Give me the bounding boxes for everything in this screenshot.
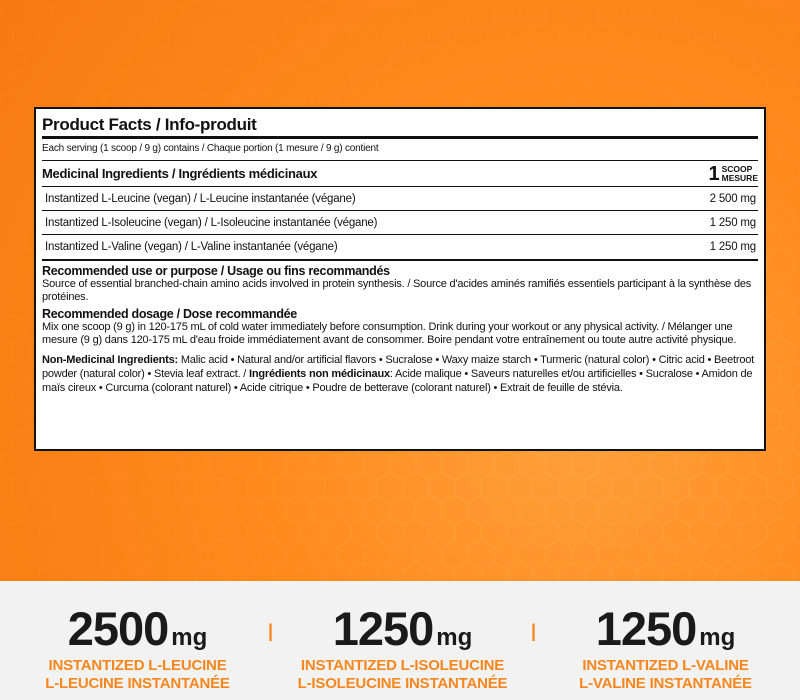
stat-caption-en: INSTANTIZED L-VALINE <box>582 657 749 674</box>
stat-unit: mg <box>699 624 736 651</box>
stat-caption-en: INSTANTIZED L-LEUCINE <box>48 657 227 674</box>
stat-leucine <box>20 601 255 692</box>
ingredient-amount: 1 250 mg <box>709 216 756 229</box>
stat-number: 2500 <box>67 602 169 655</box>
use-text: Source of essential branched-chain amino acids involved in protein synthesis. / Source d'acides aminés ramifiés essentiels participant à la synthèse des protéines. <box>42 278 752 303</box>
nonmed-text-fr: : Acide malique • Saveurs naturelles et/ou artificielles • Sucralose • Amidon de maïs cireux • Curcuma (colorant naturel) • Acide citrique • Poudre de betterave (colorant naturel) • Extrait de feuille de stévia. <box>42 368 753 394</box>
scoop-count: 1 <box>708 162 720 185</box>
ingredient-name: Instantized L-Leucine (vegan) / L-Leucine instantanée (végane) <box>45 192 356 205</box>
serving-column-header <box>709 164 759 184</box>
stat-number: 1250 <box>595 602 697 655</box>
label-title: Product Facts / Info-produit <box>42 109 758 139</box>
ingredient-amount: 2 500 mg <box>709 192 756 205</box>
ingredient-name: Instantized L-Valine (vegan) / L-Valine instantanée (végane) <box>45 241 338 253</box>
scoop-word-fr: MESURE <box>721 172 758 183</box>
stat-valine <box>548 601 783 692</box>
stat-number: 1250 <box>332 602 434 655</box>
ingredient-row <box>42 235 758 259</box>
ingredient-row <box>42 211 758 235</box>
nonmed-heading-en: Non-Medicinal Ingredients: <box>42 354 178 366</box>
stat-caption-fr: L-VALINE INSTANTANÉE <box>579 675 752 692</box>
product-facts-label <box>34 107 766 451</box>
nonmed-text-en: Malic acid • Natural and/or artificial flavors • Sucralose • Waxy maize starch • Turmeric (natural color) • Citric acid • Beetroot powder (natural color) • Stevia leaf extract. / <box>42 354 755 380</box>
scoop-word-en: SCOOP <box>721 163 753 174</box>
serving-info: Each serving (1 scoop / 9 g) contains / Chaque portion (1 mesure / 9 g) contient <box>42 139 758 161</box>
stat-separator: | <box>531 621 537 641</box>
nonmed-heading-fr: Ingrédients non médicinaux <box>249 368 390 380</box>
ingredient-table <box>42 187 758 261</box>
medicinal-heading: Medicinal Ingredients / Ingrédients médicinaux <box>42 166 318 181</box>
stat-separator: | <box>268 621 274 641</box>
non-medicinal-ingredients <box>42 353 758 395</box>
stat-caption-fr: L-ISOLEUCINE INSTANTANÉE <box>297 675 508 692</box>
dosage-heading: Recommended dosage / Dose recommandée <box>42 307 297 321</box>
medicinal-header <box>42 161 758 187</box>
stats-bar <box>0 581 800 700</box>
ingredient-amount: 1 250 mg <box>709 241 756 253</box>
ingredient-name: Instantized L-Isoleucine (vegan) / L-Isoleucine instantanée (végane) <box>45 216 378 229</box>
stat-isoleucine <box>285 601 520 692</box>
ingredient-row <box>42 187 758 211</box>
stat-caption-en: INSTANTIZED L-ISOLEUCINE <box>300 657 505 674</box>
stat-unit: mg <box>436 624 473 651</box>
use-heading: Recommended use or purpose / Usage ou fins recommandés <box>42 264 390 278</box>
stat-unit: mg <box>171 624 208 651</box>
stat-caption-fr: L-LEUCINE INSTANTANÉE <box>45 675 230 692</box>
dosage-text: Mix one scoop (9 g) in 120-175 mL of cold water immediately before consumption. Drink during your workout or any physical activity. / Mélanger une mesure (9 g) dans 120-175 mL d'eau froide immédiatement avant de consommer. Boire pendant votre entraînement ou toute autre activité physique. <box>42 321 737 346</box>
